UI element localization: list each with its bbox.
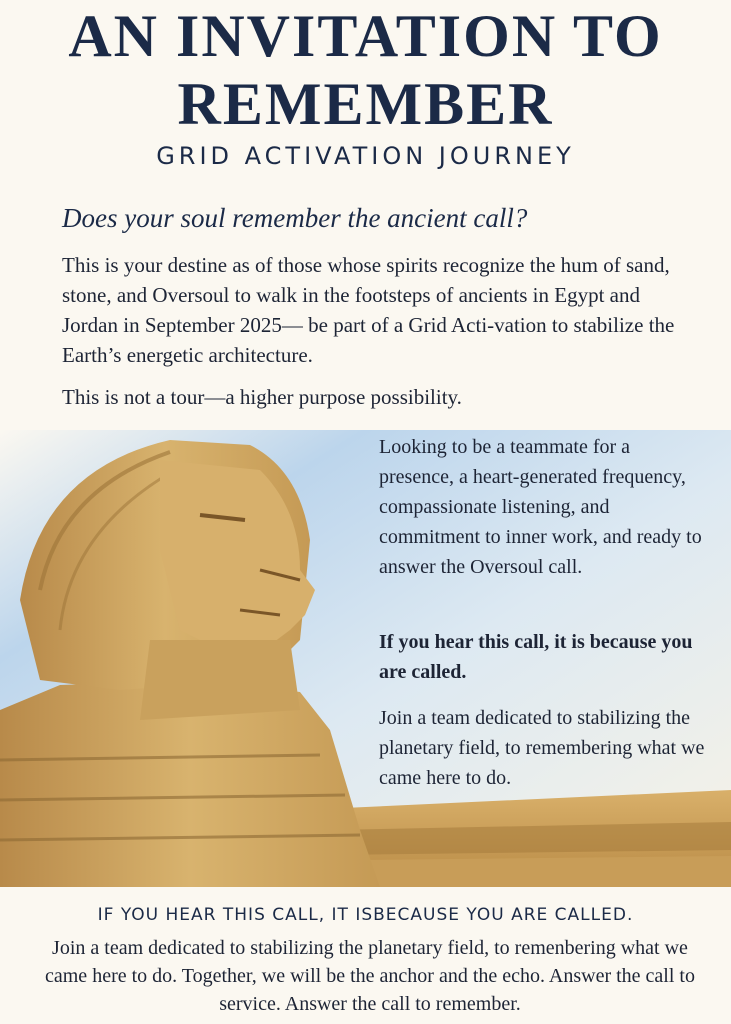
intro-paragraph: This is your destine as of those whose spirits recognize the hum of sand, stone, and Oversoul to walk in the footsteps of ancients in Egypt and Jordan in September 2025— be part of a Grid Acti-vation to stabilize the Earth’s energetic architecture. [62,253,675,367]
intro-question: Does your soul remember the ancient call? [62,203,528,233]
page-subtitle: GRID ACTIVATION JOURNEY [156,142,575,170]
page-title: AN INVITATION TO REMEMBER [68,3,663,137]
footer-paragraph: Join a team dedicated to stabilizing the planetary field, to remenbering what we came here to do. Together, we will be the anchor and the echo. Answer the call to service. Answer the call to remember. [45,937,695,1015]
teammate-paragraph: Looking to be a teammate for a presence, a heart-generated frequency, compassionate listening, and commitment to inner work, and ready to answer the Oversoul call. [379,436,702,578]
called-statement: If you hear this call, it is because you are called. [379,631,693,683]
not-tour-statement: This is not a tour—a higher purpose possibility. [62,385,462,409]
join-team-paragraph: Join a team dedicated to stabilizing the planetary field, to remembering what we came here to do. [379,707,705,789]
footer-heading: IF YOU HEAR THIS CALL, IT ISBECAUSE YOU ARE CALLED. [97,905,634,925]
